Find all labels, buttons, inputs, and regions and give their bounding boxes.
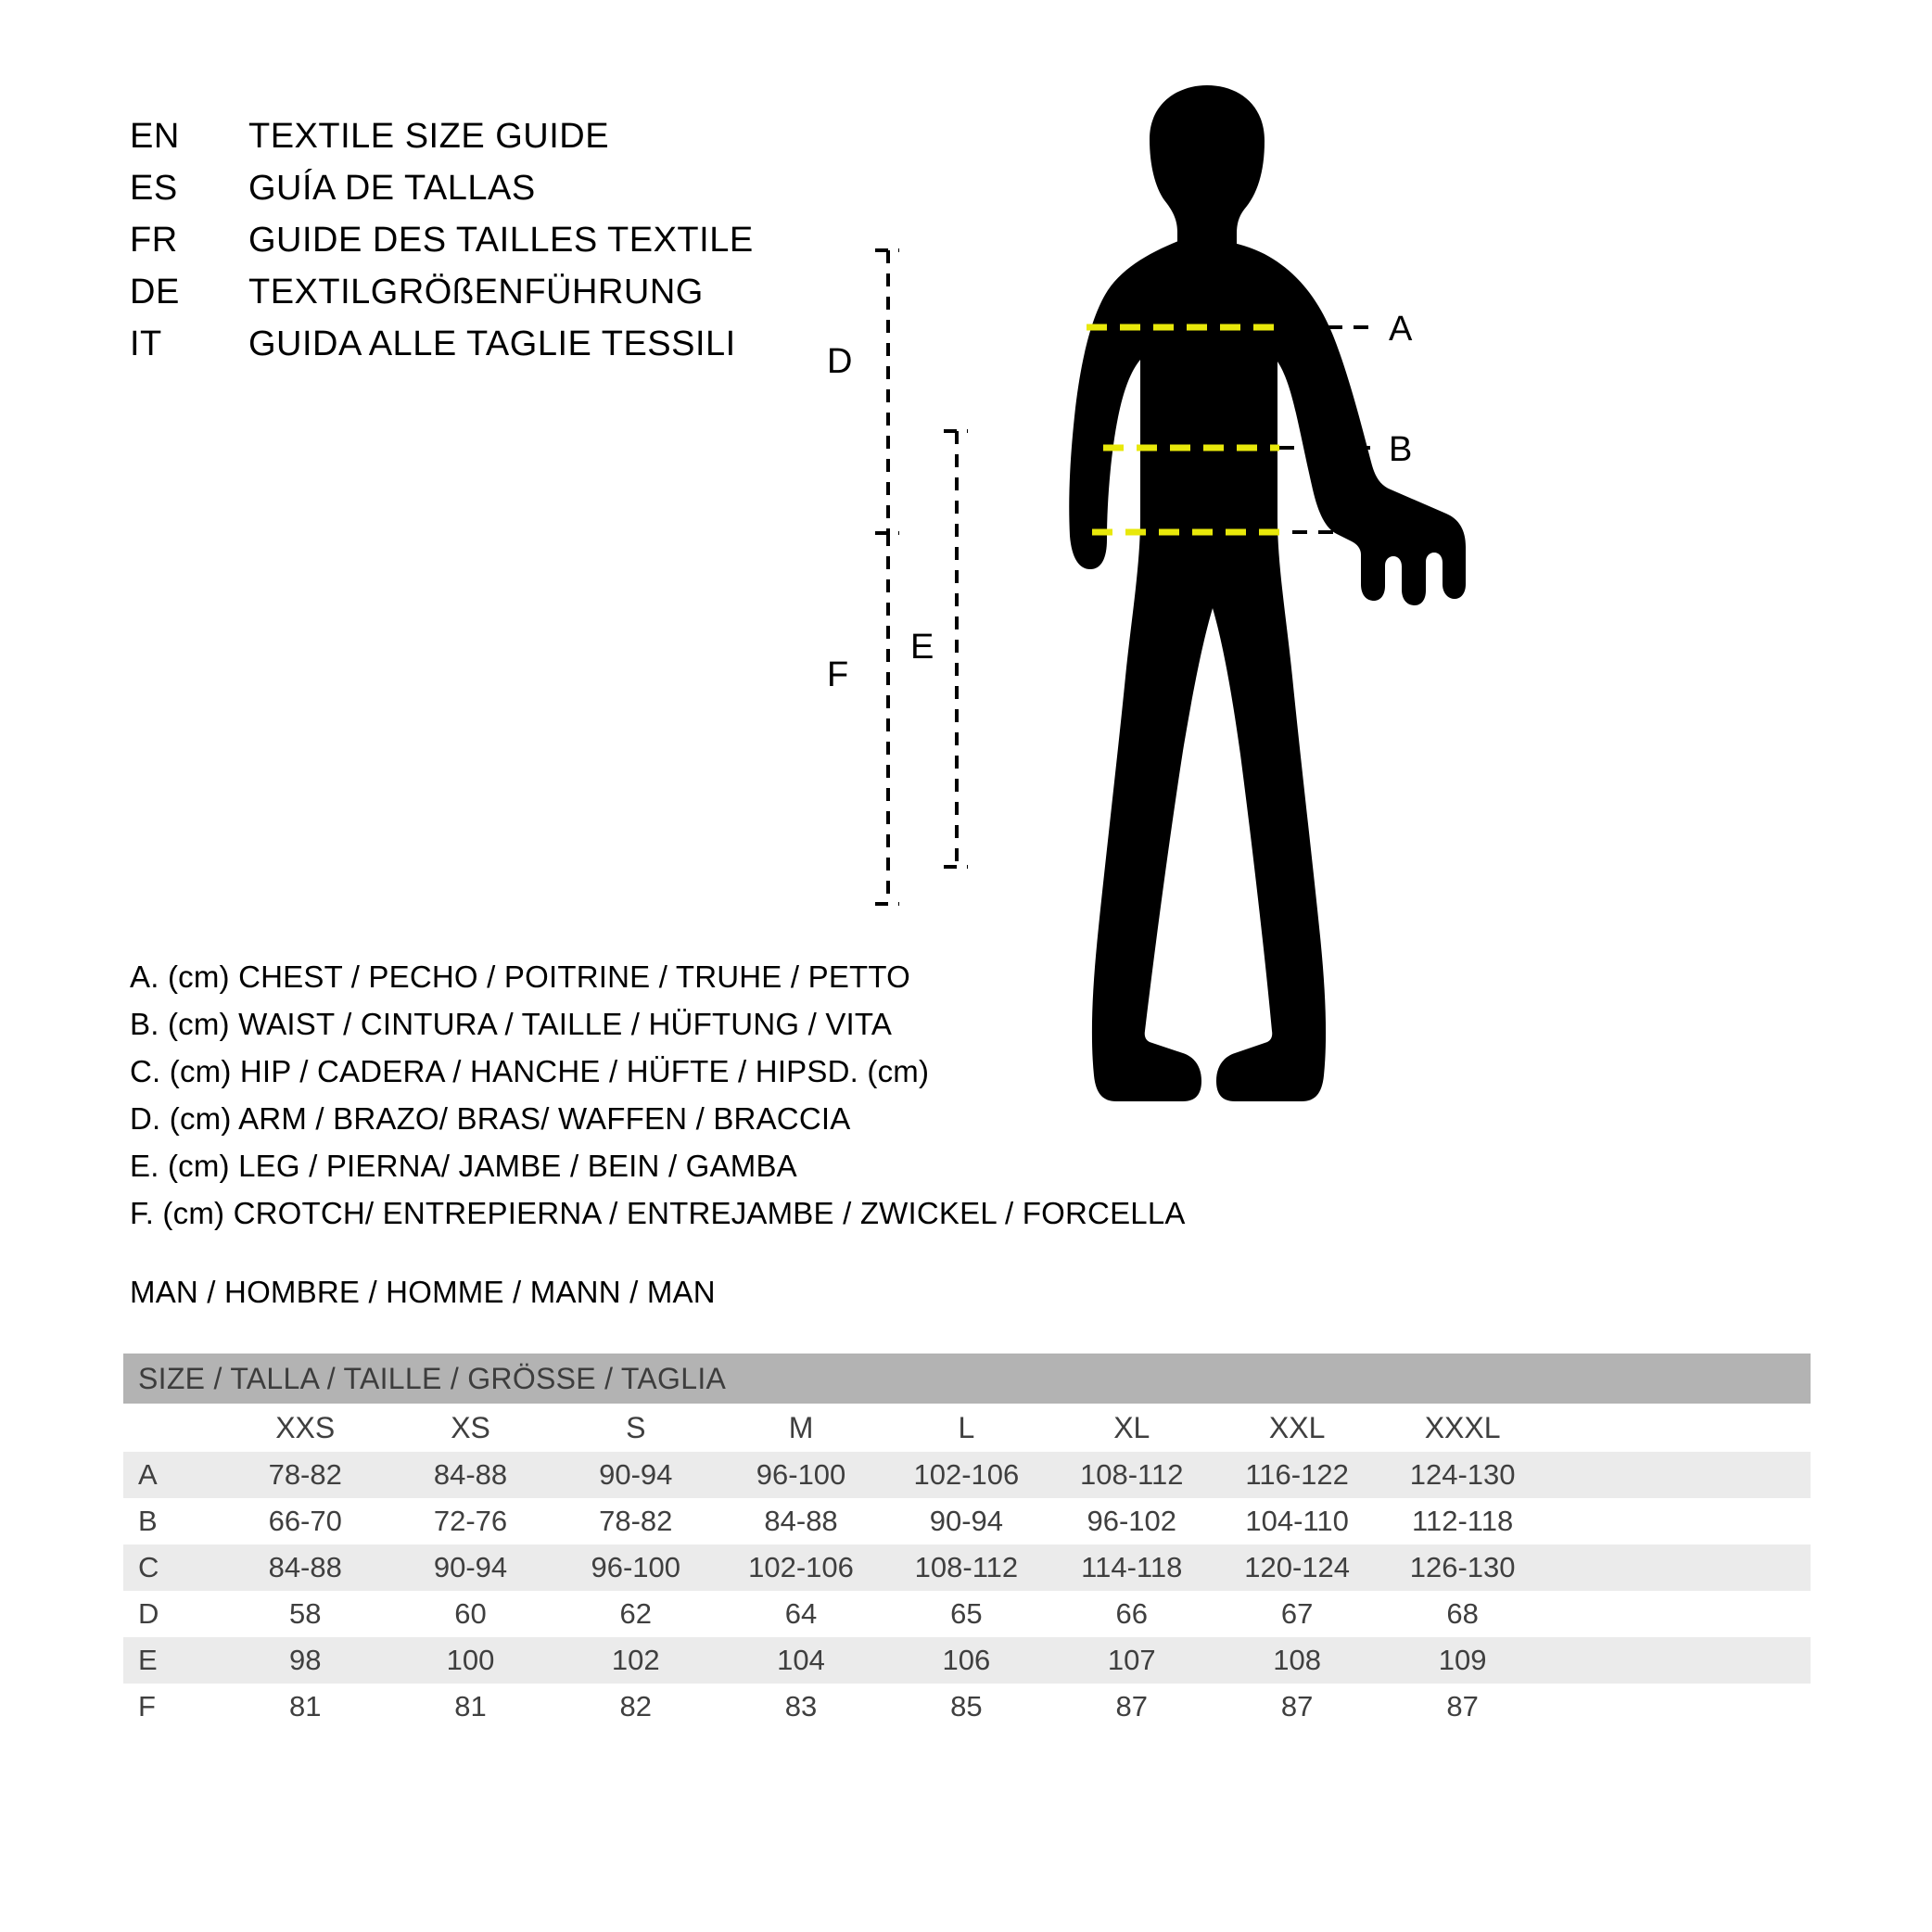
table-row (123, 1591, 1811, 1637)
cell-d-xxl: 67 (1214, 1591, 1379, 1637)
column-header-l: L (883, 1404, 1049, 1452)
table-spacer-cell (1545, 1591, 1811, 1637)
dimension-label-f: F (827, 655, 849, 694)
language-title: GUIDA ALLE TAGLIE TESSILI (248, 324, 736, 363)
cell-a-xxl: 116-122 (1214, 1452, 1379, 1498)
cell-c-xxl: 120-124 (1214, 1544, 1379, 1591)
column-header-xl: XL (1049, 1404, 1214, 1452)
cell-a-m: 96-100 (718, 1452, 883, 1498)
legend-item-c: C. (cm) HIP / CADERA / HANCHE / HÜFTE / HIPSD. (cm) (130, 1054, 930, 1088)
callout-label-a: A (1389, 310, 1413, 349)
cell-b-l: 90-94 (883, 1498, 1049, 1544)
size-table (123, 1354, 1811, 1730)
column-header-xxs: XXS (222, 1404, 388, 1452)
cell-b-xs: 72-76 (388, 1498, 553, 1544)
column-header-m: M (718, 1404, 883, 1452)
cell-f-m: 83 (718, 1684, 883, 1730)
cell-a-xxxl: 124-130 (1379, 1452, 1545, 1498)
gender-label: MAN / HOMBRE / HOMME / MANN / MAN (130, 1275, 716, 1309)
cell-a-xl: 108-112 (1049, 1452, 1214, 1498)
cell-d-xxxl: 68 (1379, 1591, 1545, 1637)
legend-item-e: E. (cm) LEG / PIERNA/ JAMBE / BEIN / GAMBA (130, 1149, 797, 1183)
cell-a-xxs: 78-82 (222, 1452, 388, 1498)
language-row (130, 169, 754, 221)
cell-a-s: 90-94 (553, 1452, 718, 1498)
table-row (123, 1452, 1811, 1498)
dimension-e-line (944, 431, 968, 867)
cell-f-s: 82 (553, 1684, 718, 1730)
cell-f-l: 85 (883, 1684, 1049, 1730)
table-spacer-cell (1545, 1544, 1811, 1591)
dimension-d-line (875, 250, 899, 533)
callout-label-c: C (1389, 515, 1415, 553)
table-corner-cell (123, 1404, 222, 1452)
cell-c-xs: 90-94 (388, 1544, 553, 1591)
cell-e-xxxl: 109 (1379, 1637, 1545, 1684)
row-label-a: A (123, 1452, 222, 1498)
cell-e-xl: 107 (1049, 1637, 1214, 1684)
language-header-block (130, 117, 754, 376)
cell-d-xs: 60 (388, 1591, 553, 1637)
legend-item-a: A. (cm) CHEST / PECHO / POITRINE / TRUHE / PETTO (130, 960, 911, 994)
table-row (123, 1684, 1811, 1730)
table-spacer-cell (1545, 1404, 1811, 1452)
cell-d-m: 64 (718, 1591, 883, 1637)
cell-c-s: 96-100 (553, 1544, 718, 1591)
cell-e-s: 102 (553, 1637, 718, 1684)
dimension-label-d: D (827, 342, 853, 381)
cell-c-xl: 114-118 (1049, 1544, 1214, 1591)
cell-a-l: 102-106 (883, 1452, 1049, 1498)
cell-f-xl: 87 (1049, 1684, 1214, 1730)
row-label-b: B (123, 1498, 222, 1544)
language-row (130, 117, 754, 169)
cell-c-xxs: 84-88 (222, 1544, 388, 1591)
cell-e-l: 106 (883, 1637, 1049, 1684)
language-row (130, 324, 754, 376)
cell-b-xxxl: 112-118 (1379, 1498, 1545, 1544)
callout-label-b: B (1389, 430, 1413, 469)
cell-f-xxl: 87 (1214, 1684, 1379, 1730)
cell-e-xxl: 108 (1214, 1637, 1379, 1684)
language-title: TEXTILGRÖßENFÜHRUNG (248, 273, 704, 311)
cell-b-s: 78-82 (553, 1498, 718, 1544)
language-row (130, 273, 754, 324)
column-header-xs: XS (388, 1404, 553, 1452)
table-spacer-cell (1545, 1684, 1811, 1730)
column-header-xxxl: XXXL (1379, 1404, 1545, 1452)
cell-f-xxxl: 87 (1379, 1684, 1545, 1730)
table-title: SIZE / TALLA / TAILLE / GRÖSSE / TAGLIA (123, 1354, 1811, 1404)
language-code: ES (130, 169, 178, 208)
cell-b-xxs: 66-70 (222, 1498, 388, 1544)
cell-b-xxl: 104-110 (1214, 1498, 1379, 1544)
cell-b-m: 84-88 (718, 1498, 883, 1544)
language-code: DE (130, 273, 180, 311)
row-label-f: F (123, 1684, 222, 1730)
body-measurement-diagram (827, 83, 1836, 1233)
language-row (130, 221, 754, 273)
table-header-row (123, 1404, 1811, 1452)
cell-c-m: 102-106 (718, 1544, 883, 1591)
table-spacer-cell (1545, 1498, 1811, 1544)
dimension-f-line (875, 533, 899, 904)
table-spacer-cell (1545, 1637, 1811, 1684)
cell-e-m: 104 (718, 1637, 883, 1684)
cell-d-l: 65 (883, 1591, 1049, 1637)
language-title: GUIDE DES TAILLES TEXTILE (248, 221, 754, 260)
column-header-s: S (553, 1404, 718, 1452)
legend-item-d: D. (cm) ARM / BRAZO/ BRAS/ WAFFEN / BRACCIA (130, 1101, 851, 1136)
language-code: EN (130, 117, 180, 156)
table-title-row (123, 1354, 1811, 1404)
cell-c-xxxl: 126-130 (1379, 1544, 1545, 1591)
column-header-xxl: XXL (1214, 1404, 1379, 1452)
legend-item-b: B. (cm) WAIST / CINTURA / TAILLE / HÜFTUNG / VITA (130, 1007, 893, 1041)
cell-f-xxs: 81 (222, 1684, 388, 1730)
man-silhouette-icon (1069, 85, 1466, 1101)
cell-a-xs: 84-88 (388, 1452, 553, 1498)
row-label-c: C (123, 1544, 222, 1591)
language-code: IT (130, 324, 162, 363)
table-row (123, 1544, 1811, 1591)
table-row (123, 1637, 1811, 1684)
cell-b-xl: 96-102 (1049, 1498, 1214, 1544)
cell-c-l: 108-112 (883, 1544, 1049, 1591)
language-title: GUÍA DE TALLAS (248, 169, 536, 208)
cell-e-xs: 100 (388, 1637, 553, 1684)
language-title: TEXTILE SIZE GUIDE (248, 117, 610, 156)
cell-e-xxs: 98 (222, 1637, 388, 1684)
cell-f-xs: 81 (388, 1684, 553, 1730)
table-spacer-cell (1545, 1452, 1811, 1498)
table-row (123, 1498, 1811, 1544)
legend-item-f: F. (cm) CROTCH/ ENTREPIERNA / ENTREJAMBE / ZWICKEL / FORCELLA (130, 1196, 1186, 1230)
row-label-d: D (123, 1591, 222, 1637)
cell-d-xl: 66 (1049, 1591, 1214, 1637)
cell-d-s: 62 (553, 1591, 718, 1637)
language-code: FR (130, 221, 178, 260)
dimension-label-e: E (910, 628, 934, 667)
cell-d-xxs: 58 (222, 1591, 388, 1637)
row-label-e: E (123, 1637, 222, 1684)
